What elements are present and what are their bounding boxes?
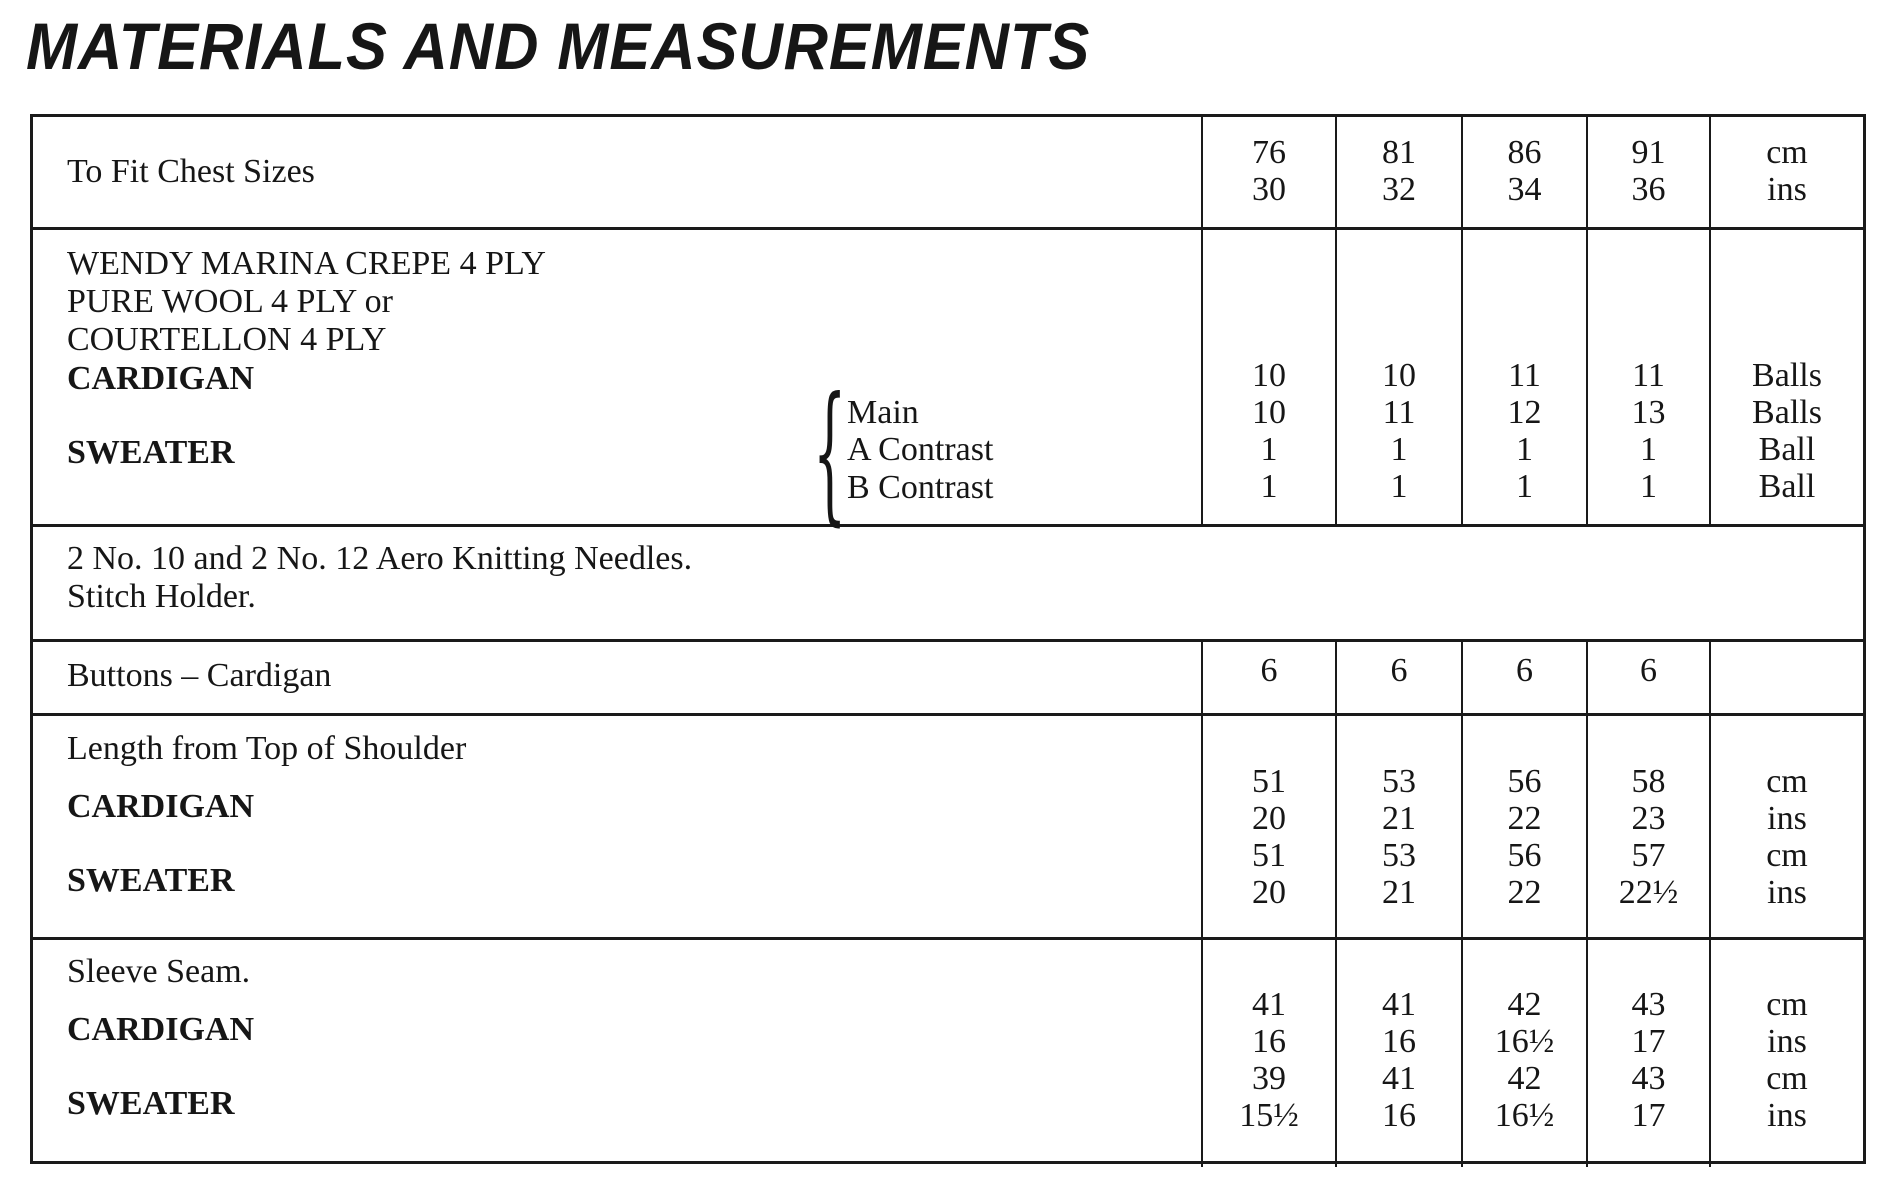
sleeve-cardigan-cm: 41 bbox=[1252, 986, 1286, 1023]
yarn-main-label: Main bbox=[847, 394, 919, 431]
yarn-a-contrast-value: 1 bbox=[1390, 431, 1408, 468]
sleeve-sweater-cm: 42 bbox=[1507, 1060, 1542, 1097]
chest-unit-ins: ins bbox=[1767, 171, 1807, 208]
length-sweater-cm: 56 bbox=[1507, 837, 1542, 874]
yarn-main-value: 13 bbox=[1631, 394, 1666, 431]
length-sweater-ins: 21 bbox=[1382, 874, 1416, 911]
sleeve-sweater-cm: 41 bbox=[1382, 1060, 1416, 1097]
yarn-cardigan-value: 11 bbox=[1632, 357, 1665, 394]
needles-line-1: 2 No. 10 and 2 No. 12 Aero Knitting Needles. bbox=[67, 540, 693, 577]
chest-unit-cm: cm bbox=[1766, 134, 1808, 171]
sleeve-cardigan-ins: 17 bbox=[1631, 1023, 1666, 1060]
materials-table bbox=[30, 114, 1866, 1164]
length-sweater-cm: 53 bbox=[1382, 837, 1416, 874]
length-unit: cm bbox=[1766, 837, 1808, 874]
sleeve-sweater-ins: 16 bbox=[1382, 1097, 1416, 1134]
length-cardigan-cm: 56 bbox=[1507, 763, 1542, 800]
length-cardigan-ins: 22 bbox=[1507, 800, 1542, 837]
chest-cm-value: 81 bbox=[1382, 134, 1416, 171]
yarn-line-1: WENDY MARINA CREPE 4 PLY bbox=[67, 245, 546, 282]
length-sweater-ins: 22 bbox=[1507, 874, 1542, 911]
needles-line-2: Stitch Holder. bbox=[67, 578, 256, 615]
length-sweater-ins: 20 bbox=[1252, 874, 1286, 911]
yarn-unit: Balls bbox=[1752, 357, 1822, 394]
sleeve-unit: cm bbox=[1766, 986, 1808, 1023]
length-sweater-cm: 57 bbox=[1631, 837, 1666, 874]
sleeve-cardigan-label: CARDIGAN bbox=[67, 1011, 254, 1048]
sleeve-cardigan-cm: 42 bbox=[1507, 986, 1542, 1023]
sleeve-sweater-ins: 17 bbox=[1631, 1097, 1666, 1134]
yarn-b-contrast-value: 1 bbox=[1516, 468, 1533, 505]
chest-cm-value: 76 bbox=[1252, 134, 1286, 171]
row-divider bbox=[33, 227, 1863, 230]
sleeve-cardigan-ins: 16½ bbox=[1494, 1023, 1555, 1060]
length-cardigan-ins: 23 bbox=[1631, 800, 1666, 837]
yarn-b-contrast-value: 1 bbox=[1640, 468, 1657, 505]
length-unit: ins bbox=[1767, 874, 1807, 911]
brace-symbol: { bbox=[813, 366, 847, 540]
yarn-unit: Balls bbox=[1752, 394, 1822, 431]
yarn-unit: Ball bbox=[1758, 468, 1816, 505]
length-unit: ins bbox=[1767, 800, 1807, 837]
yarn-b-contrast-value: 1 bbox=[1390, 468, 1408, 505]
sleeve-unit: ins bbox=[1767, 1097, 1807, 1134]
chest-sizes-label: To Fit Chest Sizes bbox=[67, 153, 315, 190]
yarn-line-2: PURE WOOL 4 PLY or bbox=[67, 283, 393, 320]
sleeve-label: Sleeve Seam. bbox=[67, 953, 251, 990]
chest-cm-value: 91 bbox=[1631, 134, 1666, 171]
yarn-unit: Ball bbox=[1758, 431, 1816, 468]
yarn-cardigan-value: 11 bbox=[1508, 357, 1541, 394]
chest-ins-value: 36 bbox=[1631, 171, 1666, 208]
row-divider bbox=[33, 639, 1863, 642]
length-cardigan-ins: 21 bbox=[1382, 800, 1416, 837]
yarn-line-3: COURTELLON 4 PLY bbox=[67, 321, 387, 358]
chest-cm-value: 86 bbox=[1507, 134, 1542, 171]
yarn-main-value: 10 bbox=[1252, 394, 1286, 431]
row-divider bbox=[33, 937, 1863, 940]
length-sweater-cm: 51 bbox=[1252, 837, 1286, 874]
yarn-b-contrast-value: 1 bbox=[1260, 468, 1278, 505]
buttons-value: 6 bbox=[1260, 652, 1278, 689]
sleeve-sweater-cm: 43 bbox=[1631, 1060, 1666, 1097]
sleeve-sweater-label: SWEATER bbox=[67, 1085, 235, 1122]
sleeve-cardigan-cm: 41 bbox=[1382, 986, 1416, 1023]
row-divider bbox=[33, 713, 1863, 716]
length-sweater-label: SWEATER bbox=[67, 862, 235, 899]
page-title: MATERIALS AND MEASUREMENTS bbox=[26, 9, 1091, 83]
length-unit: cm bbox=[1766, 763, 1808, 800]
sleeve-cardigan-ins: 16 bbox=[1382, 1023, 1416, 1060]
yarn-a-contrast-label: A Contrast bbox=[847, 431, 994, 468]
buttons-value: 6 bbox=[1640, 652, 1657, 689]
sleeve-sweater-ins: 16½ bbox=[1494, 1097, 1555, 1134]
yarn-cardigan-value: 10 bbox=[1252, 357, 1286, 394]
chest-ins-value: 30 bbox=[1252, 171, 1286, 208]
yarn-cardigan-value: 10 bbox=[1382, 357, 1416, 394]
length-cardigan-cm: 58 bbox=[1631, 763, 1666, 800]
yarn-a-contrast-value: 1 bbox=[1640, 431, 1657, 468]
length-cardigan-label: CARDIGAN bbox=[67, 788, 254, 825]
yarn-a-contrast-value: 1 bbox=[1260, 431, 1278, 468]
sleeve-sweater-ins: 15½ bbox=[1239, 1097, 1299, 1134]
buttons-value: 6 bbox=[1516, 652, 1533, 689]
length-cardigan-cm: 53 bbox=[1382, 763, 1416, 800]
yarn-a-contrast-value: 1 bbox=[1516, 431, 1533, 468]
length-label: Length from Top of Shoulder bbox=[67, 730, 467, 767]
yarn-cardigan-label: CARDIGAN bbox=[67, 360, 254, 397]
length-cardigan-ins: 20 bbox=[1252, 800, 1286, 837]
yarn-sweater-label: SWEATER bbox=[67, 434, 235, 471]
sleeve-cardigan-ins: 16 bbox=[1252, 1023, 1286, 1060]
length-sweater-ins: 22½ bbox=[1618, 874, 1679, 911]
yarn-main-value: 12 bbox=[1507, 394, 1542, 431]
length-cardigan-cm: 51 bbox=[1252, 763, 1286, 800]
sleeve-cardigan-cm: 43 bbox=[1631, 986, 1666, 1023]
chest-ins-value: 34 bbox=[1507, 171, 1542, 208]
yarn-b-contrast-label: B Contrast bbox=[847, 469, 994, 506]
yarn-main-value: 11 bbox=[1382, 394, 1416, 431]
row-divider bbox=[33, 524, 1863, 527]
sleeve-unit: cm bbox=[1766, 1060, 1808, 1097]
buttons-value: 6 bbox=[1390, 652, 1408, 689]
sleeve-unit: ins bbox=[1767, 1023, 1807, 1060]
buttons-label: Buttons – Cardigan bbox=[67, 657, 332, 694]
chest-ins-value: 32 bbox=[1382, 171, 1416, 208]
sleeve-sweater-cm: 39 bbox=[1252, 1060, 1286, 1097]
